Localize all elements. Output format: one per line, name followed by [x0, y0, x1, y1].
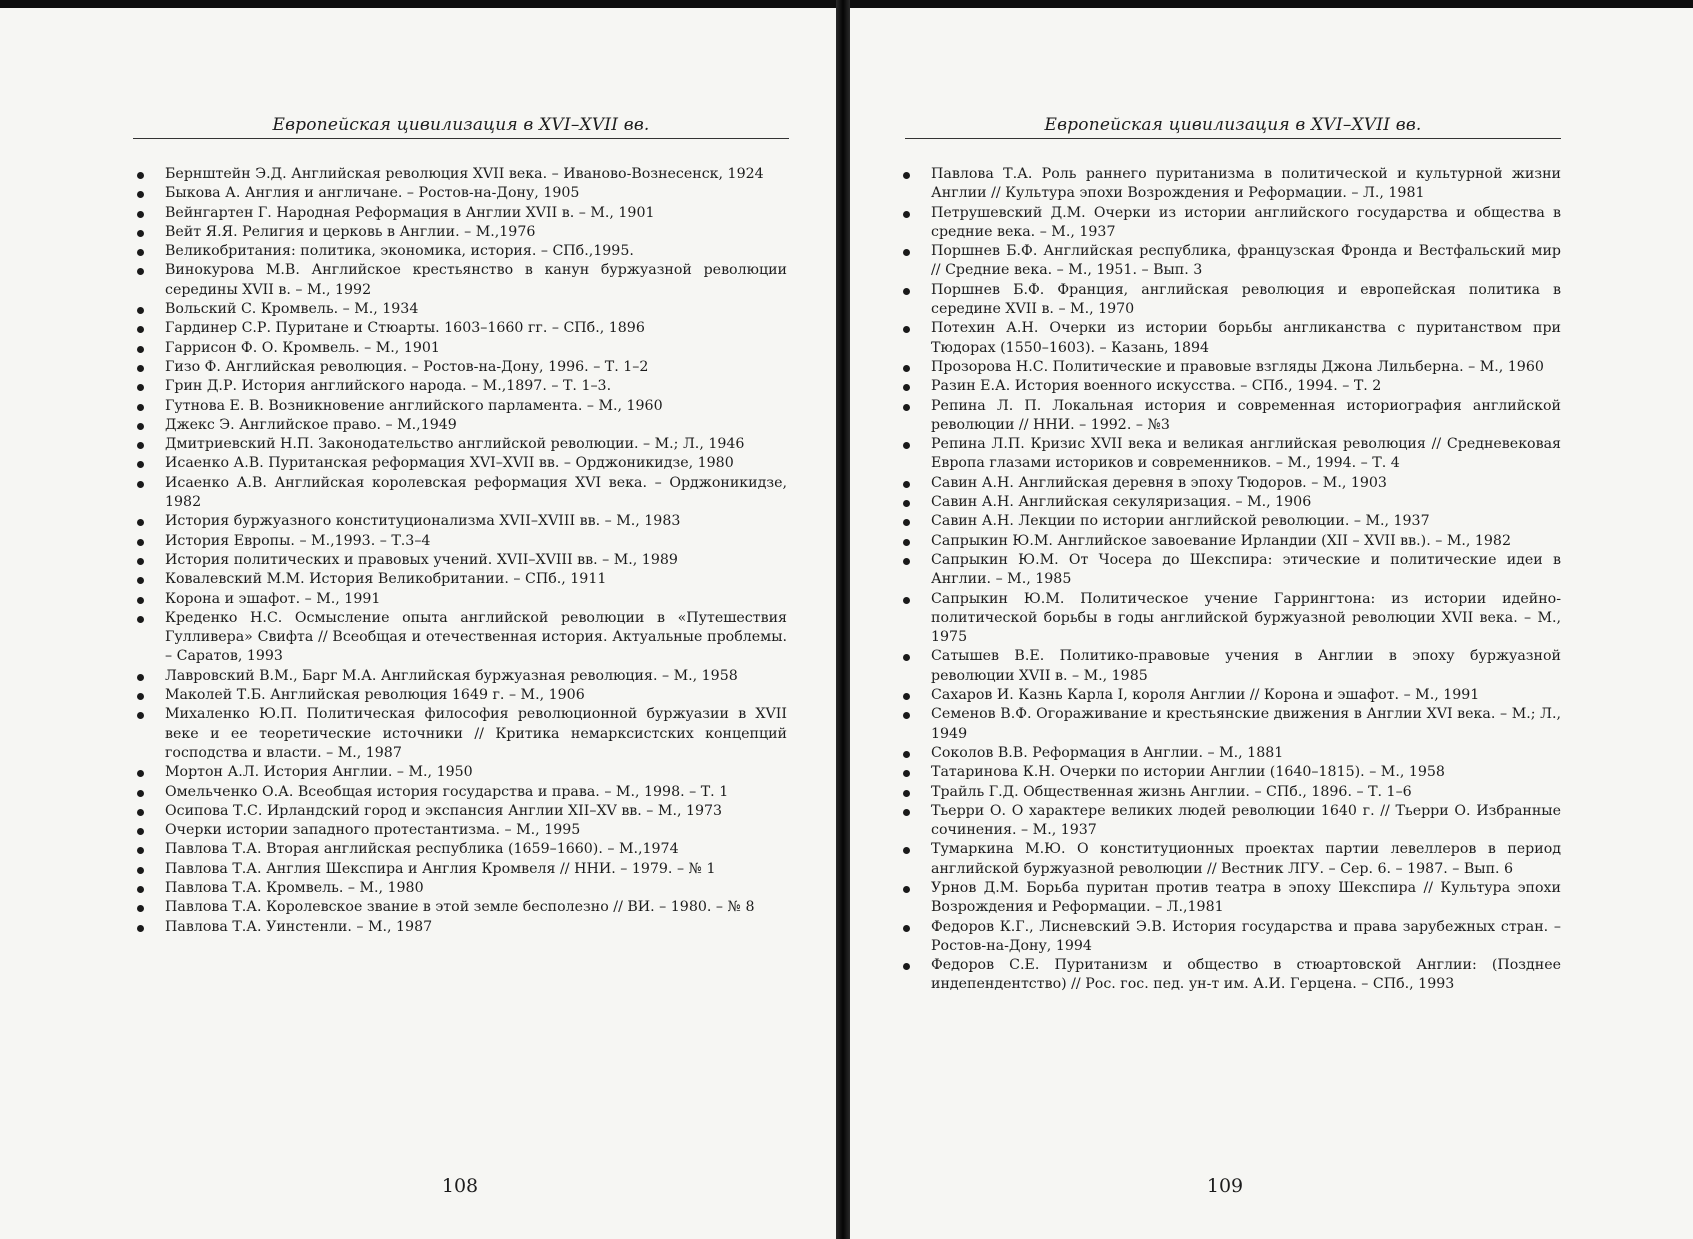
reference-item: Урнов Д.М. Борьба пуритан против театра в эпоху Шекспира // Культура эпохи Возрождения и Реформации. – Л.,1981: [931, 879, 1561, 918]
reference-item: Михаленко Ю.П. Политическая философия революционной буржуазии в XVII веке и ее теоретические источники // Критика немарксистских концепций господства и власти. – М., 1987: [165, 705, 787, 763]
reference-item: Винокурова М.В. Английское крестьянство в канун буржуазной революции середины XVII в. – М., 1992: [165, 261, 787, 300]
reference-item: Джекс Э. Английское право. – М.,1949: [165, 416, 787, 435]
reference-item: Петрушевский Д.М. Очерки из истории английского государства и общества в средние века. – М., 1937: [931, 204, 1561, 243]
reference-item: Потехин А.Н. Очерки из истории борьбы англиканства с пуританством при Тюдорах (1550–1603). – Казань, 1894: [931, 319, 1561, 358]
reference-item: Грин Д.Р. История английского народа. – М.,1897. – Т. 1–3.: [165, 377, 787, 396]
reference-item: Поршнев Б.Ф. Английская республика, французская Фронда и Вестфальский мир // Средние века. – М., 1951. – Вып. 3: [931, 242, 1561, 281]
reference-item: Павлова Т.А. Уинстенли. – М., 1987: [165, 918, 787, 937]
reference-item: Сапрыкин Ю.М. Английское завоевание Ирландии (XII – XVII вв.). – М., 1982: [931, 532, 1561, 551]
page-number: 108: [441, 1175, 479, 1197]
reference-item: Осипова Т.С. Ирландский город и экспансия Англии XII–XV вв. – М., 1973: [165, 802, 787, 821]
reference-item: Тьерри О. О характере великих людей революции 1640 г. // Тьерри О. Избранные сочинения. – М., 1937: [931, 802, 1561, 841]
reference-item: Вейт Я.Я. Религия и церковь в Англии. – М.,1976: [165, 223, 787, 242]
reference-item: Савин А.Н. Английская деревня в эпоху Тюдоров. – М., 1903: [931, 474, 1561, 493]
reference-item: История буржуазного конституционализма XVII–XVIII вв. – М., 1983: [165, 512, 787, 531]
reference-item: Бернштейн Э.Д. Английская революция XVII века. – Иваново-Вознесенск, 1924: [165, 165, 787, 184]
reference-item: Маколей Т.Б. Английская революция 1649 г. – М., 1906: [165, 686, 787, 705]
reference-item: Гардинер С.Р. Пуритане и Стюарты. 1603–1660 гг. – СПб., 1896: [165, 319, 787, 338]
reference-item: Павлова Т.А. Вторая английская республика (1659–1660). – М.,1974: [165, 840, 787, 859]
reference-item: Тумаркина М.Ю. О конституционных проектах партии левеллеров в период английской буржуазной революции // Вестник ЛГУ. – Сер. 6. – 1987. – Вып. 6: [931, 840, 1561, 879]
reference-item: Креденко Н.С. Осмысление опыта английской революции в «Путешествия Гулливера» Свифта // Всеобщая и отечественная история. Актуальные проблемы. – Саратов, 1993: [165, 609, 787, 667]
reference-item: Федоров С.Е. Пуританизм и общество в стюартовской Англии: (Позднее индепендентство) // Рос. гос. пед. ун-т им. А.И. Герцена. – СПб., 1993: [931, 956, 1561, 995]
reference-item: Репина Л.П. Кризис XVII века и великая английская революция // Средневековая Европа глазами историков и современников. – М., 1994. – Т. 4: [931, 435, 1561, 474]
reference-item: Гутнова Е. В. Возникновение английского парламента. – М., 1960: [165, 397, 787, 416]
reference-list: [165, 165, 787, 937]
reference-item: Вейнгартен Г. Народная Реформация в Англии XVII в. – М., 1901: [165, 204, 787, 223]
reference-item: Дмитриевский Н.П. Законодательство английской революции. – М.; Л., 1946: [165, 435, 787, 454]
reference-item: Лавровский В.М., Барг М.А. Английская буржуазная революция. – М., 1958: [165, 667, 787, 686]
left-page: [0, 8, 836, 1239]
reference-item: Соколов В.В. Реформация в Англии. – М., 1881: [931, 744, 1561, 763]
reference-item: Савин А.Н. Лекции по истории английской революции. – М., 1937: [931, 512, 1561, 531]
running-header: Европейская цивилизация в XVI–XVII вв.: [133, 115, 789, 139]
right-page: [850, 8, 1693, 1239]
reference-item: Гаррисон Ф. О. Кромвель. – М., 1901: [165, 339, 787, 358]
reference-item: История политических и правовых учений. XVII–XVIII вв. – М., 1989: [165, 551, 787, 570]
reference-item: Очерки истории западного протестантизма. – М., 1995: [165, 821, 787, 840]
reference-item: Мортон А.Л. История Англии. – М., 1950: [165, 763, 787, 782]
reference-item: Ковалевский М.М. История Великобритании. – СПб., 1911: [165, 570, 787, 589]
reference-item: Павлова Т.А. Королевское звание в этой земле бесполезно // ВИ. – 1980. – № 8: [165, 898, 787, 917]
reference-item: Савин А.Н. Английская секуляризация. – М., 1906: [931, 493, 1561, 512]
reference-item: Семенов В.Ф. Огораживание и крестьянские движения в Англии XVI века. – М.; Л., 1949: [931, 705, 1561, 744]
reference-item: Сатышев В.Е. Политико-правовые учения в Англии в эпоху буржуазной революции XVII в. – М., 1985: [931, 647, 1561, 686]
reference-item: Поршнев Б.Ф. Франция, английская революция и европейская политика в середине XVII в. – М., 1970: [931, 281, 1561, 320]
book-gutter: [836, 0, 850, 1239]
reference-item: Прозорова Н.С. Политические и правовые взгляды Джона Лильберна. – М., 1960: [931, 358, 1561, 377]
reference-item: Сапрыкин Ю.М. От Чосера до Шекспира: этические и политические идеи в Англии. – М., 1985: [931, 551, 1561, 590]
reference-item: Гизо Ф. Английская революция. – Ростов-на-Дону, 1996. – Т. 1–2: [165, 358, 787, 377]
reference-item: Корона и эшафот. – М., 1991: [165, 590, 787, 609]
reference-item: Павлова Т.А. Роль раннего пуританизма в политической и культурной жизни Англии // Культура эпохи Возрождения и Реформации. – Л., 1981: [931, 165, 1561, 204]
reference-item: Быкова А. Англия и англичане. – Ростов-на-Дону, 1905: [165, 184, 787, 203]
reference-list: [931, 165, 1561, 995]
reference-item: Великобритания: политика, экономика, история. – СПб.,1995.: [165, 242, 787, 261]
reference-item: Павлова Т.А. Кромвель. – М., 1980: [165, 879, 787, 898]
reference-item: Исаенко А.В. Пуританская реформация XVI–XVII вв. – Орджоникидзе, 1980: [165, 454, 787, 473]
reference-item: Трайль Г.Д. Общественная жизнь Англии. – СПб., 1896. – Т. 1–6: [931, 783, 1561, 802]
reference-item: История Европы. – М.,1993. – Т.3–4: [165, 532, 787, 551]
page-number: 109: [1206, 1175, 1244, 1197]
reference-item: Павлова Т.А. Англия Шекспира и Англия Кромвеля // ННИ. – 1979. – № 1: [165, 860, 787, 879]
reference-item: Репина Л. П. Локальная история и современная историография английской революции // ННИ. – 1992. – №3: [931, 397, 1561, 436]
running-header: Европейская цивилизация в XVI–XVII вв.: [905, 115, 1561, 139]
reference-item: Разин Е.А. История военного искусства. – СПб., 1994. – Т. 2: [931, 377, 1561, 396]
reference-item: Сахаров И. Казнь Карла I, короля Англии // Корона и эшафот. – М., 1991: [931, 686, 1561, 705]
reference-item: Омельченко О.А. Всеобщая история государства и права. – М., 1998. – Т. 1: [165, 783, 787, 802]
reference-item: Федоров К.Г., Лисневский Э.В. История государства и права зарубежных стран. – Ростов-на-Дону, 1994: [931, 918, 1561, 957]
reference-item: Вольский С. Кромвель. – М., 1934: [165, 300, 787, 319]
reference-item: Татаринова К.Н. Очерки по истории Англии (1640–1815). – М., 1958: [931, 763, 1561, 782]
reference-item: Сапрыкин Ю.М. Политическое учение Гаррингтона: из истории идейно-политической борьбы в годы английской буржуазной революции XVII века. – М., 1975: [931, 590, 1561, 648]
reference-item: Исаенко А.В. Английская королевская реформация XVI века. – Орджоникидзе, 1982: [165, 474, 787, 513]
